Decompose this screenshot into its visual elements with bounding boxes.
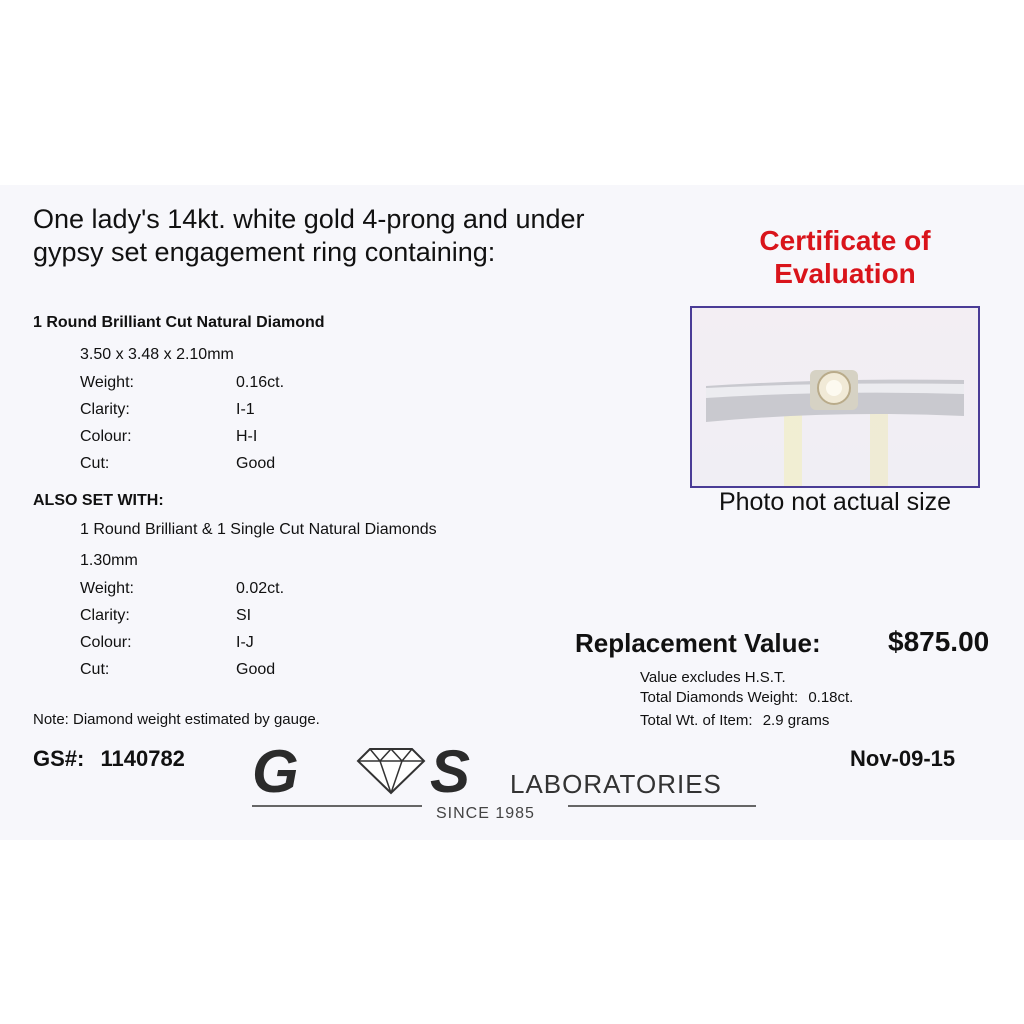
gs-number-label: GS#: [33,746,85,771]
spec-value: 0.16ct. [236,374,285,391]
ring-description-line-2: gypsy set engagement ring containing: [33,237,496,267]
spec-label: Weight: [80,374,134,391]
logo-letter-s: S [430,738,471,805]
spec-value: I-J [236,634,254,651]
logo-since: SINCE 1985 [436,805,535,822]
diamond-icon [352,747,430,795]
spec-label: Cut: [80,455,110,472]
spec-label: Colour: [80,634,132,651]
certificate-title-line-2: Evaluation [774,258,916,289]
spec-label: Weight: [80,580,134,597]
total-item-weight-value: 2.9 grams [762,712,830,729]
total-item-weight-label: Total Wt. of Item: [640,712,753,729]
logo-laboratories: LABORATORIES [510,769,722,799]
certificate-title [700,224,990,290]
spec-label: Clarity: [80,401,130,418]
ring-photo [690,306,980,488]
photo-caption: Photo not actual size [718,488,952,516]
gs-laboratories-logo [252,738,762,830]
also-set-description: 1 Round Brilliant & 1 Single Cut Natural Diamonds [80,521,437,538]
replacement-value-label: Replacement Value: [575,628,821,658]
ring-description [33,203,585,269]
total-diamonds-weight [640,689,853,706]
logo-rule-left [252,805,422,807]
weight-note: Note: Diamond weight estimated by gauge. [33,711,320,728]
spec-value: 0.02ct. [236,580,285,597]
spec-value: Good [236,455,276,472]
ring-image [692,308,978,486]
main-stone-title: 1 Round Brilliant Cut Natural Diamond [33,314,325,331]
spec-value: Good [236,661,276,678]
spec-label: Clarity: [80,607,130,624]
spec-value: SI [236,607,252,624]
also-set-dimensions: 1.30mm [80,552,138,569]
spec-label: Colour: [80,428,132,445]
also-set-title: ALSO SET WITH: [33,492,164,509]
gs-number-value: 1140782 [100,746,185,771]
spec-label: Cut: [80,661,110,678]
total-diamonds-value: 0.18ct. [808,689,854,706]
spec-value: H-I [236,428,258,445]
certificate-title-line-1: Certificate of [759,225,931,256]
replacement-value-amount: $875.00 [888,626,990,657]
logo-rule-right [568,805,756,807]
total-item-weight [640,712,829,729]
ring-description-line-1: One lady's 14kt. white gold 4-prong and under [33,204,585,234]
main-stone-dimensions: 3.50 x 3.48 x 2.10mm [80,346,234,363]
logo-letter-g: G [252,738,299,805]
total-diamonds-label: Total Diamonds Weight: [640,689,799,706]
gs-number [33,746,185,772]
spec-value: I-1 [236,401,255,418]
evaluation-date: Nov-09-15 [850,746,956,771]
value-excludes-tax: Value excludes H.S.T. [640,669,786,686]
